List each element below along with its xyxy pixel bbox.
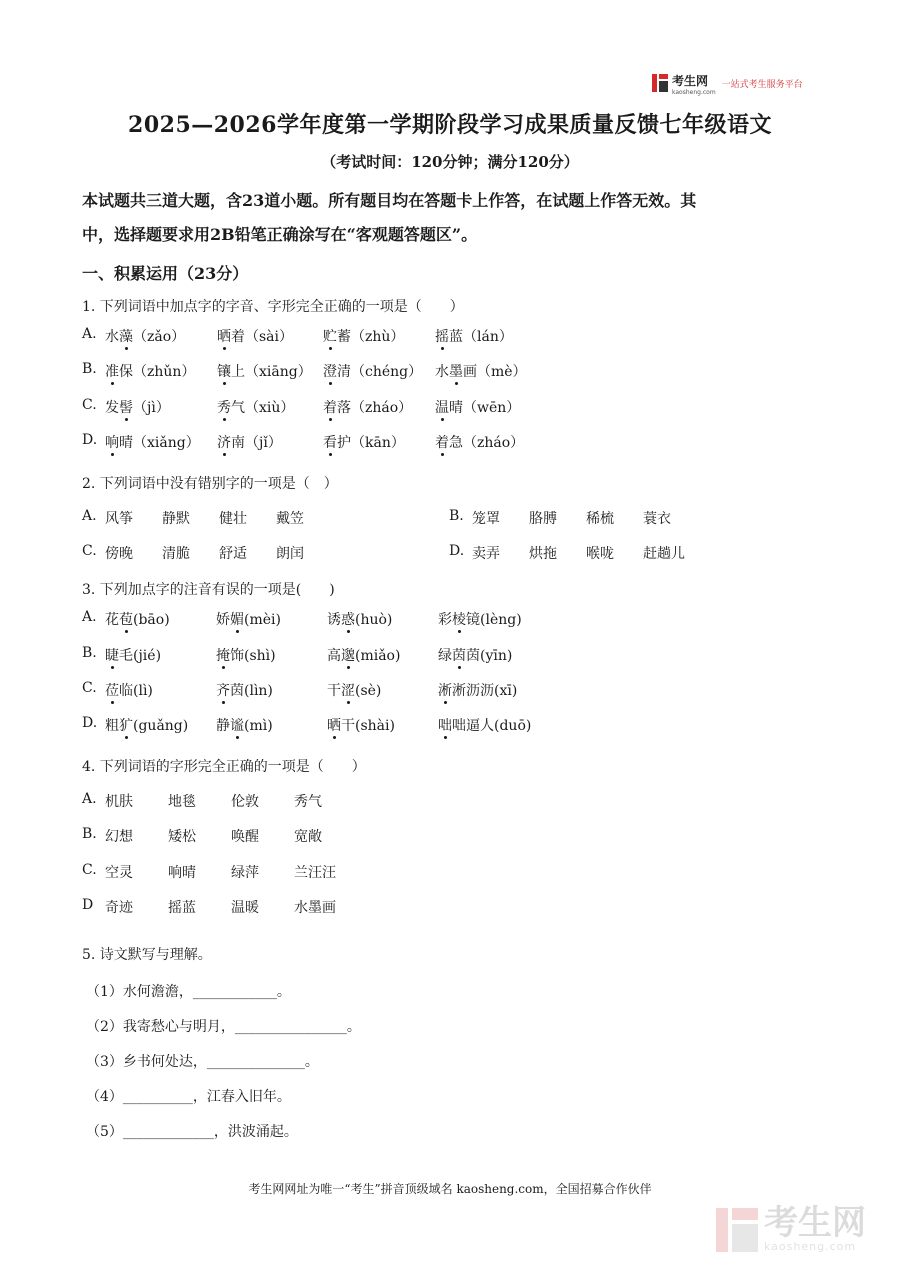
q4-option-2-word-1: 响晴 — [168, 865, 196, 881]
page-subtitle: （考试时间：120分钟；满分120分） — [321, 153, 579, 171]
q1-option-2-item-2: 着落（zháo） — [323, 400, 413, 416]
q2-option-2-label: C. — [82, 543, 97, 559]
emphasis-char: 响 — [105, 435, 119, 451]
q2-option-3-word-0: 卖弄 — [472, 546, 500, 562]
q1-option-1-item-2: 澄清（chéng） — [323, 364, 423, 380]
q4-option-1-word-1: 矮松 — [168, 829, 196, 845]
q3-option-1-item-0: 睫毛(jié) — [105, 648, 162, 664]
q3-option-2-label: C. — [82, 680, 97, 696]
question-2-stem: 2. 下列词语中没有错别字的一项是（ ） — [82, 476, 338, 492]
q3-option-2-item-3: 淅淅沥沥(xī) — [438, 683, 518, 699]
q2-option-2-word-0: 傍晚 — [105, 546, 133, 562]
emphasis-char: 藻 — [119, 329, 133, 345]
emphasis-char: 澄 — [323, 364, 337, 380]
page-title: 2025—2026学年度第一学期阶段学习成果质量反馈七年级语文 — [128, 112, 772, 138]
q4-option-0-word-3: 秀气 — [294, 794, 322, 810]
q4-option-2-label: C. — [82, 862, 97, 878]
q3-option-2-item-2: 干涩(sè) — [327, 683, 382, 699]
emphasis-char: 棱 — [452, 612, 466, 628]
q5-line-3: （3）乡书何处达，______________。 — [86, 1054, 319, 1070]
q2-option-1-word-1: 胳膊 — [529, 511, 557, 527]
q1-option-0-item-0: 水藻（zǎo） — [105, 329, 186, 345]
q3-option-0-item-3: 彩棱镜(lèng) — [438, 612, 522, 628]
q4-option-1-label: B. — [82, 826, 97, 842]
q3-option-3-item-2: 晒干(shài) — [327, 718, 395, 734]
q2-option-2-word-3: 朗闰 — [276, 546, 304, 562]
emphasis-char: 髻 — [119, 400, 133, 416]
emphasis-char: 齐 — [216, 683, 230, 699]
q2-option-1-word-3: 蓑衣 — [643, 511, 671, 527]
emphasis-char: 秀 — [217, 400, 231, 416]
q1-option-2-item-0: 发髻（jì） — [105, 400, 170, 416]
q3-option-1-item-3: 绿茵茵(yīn) — [438, 648, 513, 664]
question-3-stem: 3. 下列加点字的注音有误的一项是( ) — [82, 582, 335, 598]
q2-option-1-word-0: 笼罩 — [472, 511, 500, 527]
q3-option-1-item-1: 掩饰(shì) — [216, 648, 276, 664]
emphasis-char: 莅 — [105, 683, 119, 699]
q2-option-0-word-0: 风筝 — [105, 511, 133, 527]
q4-option-2-word-0: 空灵 — [105, 865, 133, 881]
logo-name: 考生网 — [672, 74, 709, 88]
watermark-logo-icon — [716, 1208, 758, 1252]
q1-option-0-item-3: 摇蓝（lán） — [435, 329, 513, 345]
section-heading: 一、积累运用（23分） — [82, 264, 249, 283]
q2-option-0-word-1: 静默 — [162, 511, 190, 527]
q4-option-1-word-3: 宽敞 — [294, 829, 322, 845]
watermark — [716, 1203, 866, 1253]
question-4-stem: 4. 下列词语的字形完全正确的一项是（ ） — [82, 759, 366, 775]
q4-option-3-word-3: 水墨画 — [294, 900, 336, 916]
q1-option-1-item-3: 水墨画（mè） — [435, 364, 527, 380]
q2-option-3-word-2: 喉咙 — [586, 546, 614, 562]
q5-line-4: （4）__________，江春入旧年。 — [86, 1089, 291, 1105]
q4-option-3-word-1: 摇蓝 — [168, 900, 196, 916]
q4-option-3-word-2: 温暖 — [231, 900, 259, 916]
emphasis-char: 惑 — [341, 612, 355, 628]
emphasis-char: 谧 — [230, 718, 244, 734]
q5-line-5: （5）_____________，洪波涌起。 — [86, 1124, 298, 1140]
q1-option-3-item-0: 响晴（xiǎng） — [105, 435, 200, 451]
q4-option-2-word-3: 兰汪汪 — [294, 865, 336, 881]
q1-option-3-item-2: 看护（kān） — [323, 435, 405, 451]
q2-option-3-label: D. — [449, 543, 465, 559]
emphasis-char: 淅 — [438, 683, 452, 699]
q2-option-3-word-3: 赶趟儿 — [643, 546, 685, 562]
q3-option-1-item-2: 高邈(miǎo) — [327, 648, 401, 664]
emphasis-char: 看 — [323, 435, 337, 451]
q1-option-1-item-1: 镶上（xiāng） — [217, 364, 312, 380]
watermark-text: 考生网 — [764, 1203, 866, 1243]
q3-option-2-item-1: 齐茵(lìn) — [216, 683, 273, 699]
q4-option-3-word-0: 奇迹 — [105, 900, 133, 916]
q2-option-0-word-2: 健壮 — [219, 511, 247, 527]
q4-option-2-word-2: 绿萍 — [231, 865, 259, 881]
q1-option-0-item-2: 贮蓄（zhù） — [323, 329, 405, 345]
q2-option-1-label: B. — [449, 508, 464, 524]
emphasis-char: 媚 — [230, 612, 244, 628]
emphasis-char: 茵 — [452, 648, 466, 664]
question-5-stem: 5. 诗文默写与理解。 — [82, 947, 212, 963]
q5-line-1: （1）水何澹澹，____________。 — [86, 984, 291, 1000]
q4-option-0-word-2: 伦敦 — [231, 794, 259, 810]
q1-option-3-label: D. — [82, 432, 98, 448]
q3-option-2-item-0: 莅临(lì) — [105, 683, 153, 699]
q3-option-0-label: A. — [82, 609, 97, 625]
q3-option-3-item-3: 咄咄逼人(duō) — [438, 718, 532, 734]
logo-domain: kaosheng.com — [672, 89, 716, 96]
emphasis-char: 晒 — [217, 329, 231, 345]
footer-note: 考生网网址为唯一“考生”拼音顶级域名 kaosheng.com，全国招募合作伙伴 — [248, 1182, 652, 1196]
emphasis-char: 墨 — [449, 364, 463, 380]
q2-option-0-label: A. — [82, 508, 97, 524]
logo-slogan: 一站式考生服务平台 — [721, 79, 803, 90]
q2-option-2-word-1: 清脆 — [162, 546, 190, 562]
q3-option-3-item-0: 粗犷(guǎng) — [105, 718, 189, 734]
q4-option-1-word-0: 幻想 — [105, 829, 133, 845]
q2-option-1-word-2: 稀梳 — [586, 511, 614, 527]
brand-logo — [652, 72, 803, 94]
emphasis-char: 摇 — [435, 329, 449, 345]
emphasis-char: 邈 — [341, 648, 355, 664]
q2-option-2-word-2: 舒适 — [219, 546, 247, 562]
emphasis-char: 济 — [217, 435, 231, 451]
q1-option-3-item-1: 济南（jǐ） — [217, 435, 282, 451]
q1-option-1-item-0: 准保（zhǔn） — [105, 364, 196, 380]
emphasis-char: 犷 — [119, 718, 133, 734]
q4-option-0-word-0: 机肤 — [105, 794, 133, 810]
watermark-domain: kaosheng.com — [764, 1240, 857, 1253]
q1-option-0-item-1: 晒着（sài） — [217, 329, 294, 345]
emphasis-char: 咄 — [438, 718, 452, 734]
question-1-stem: 1. 下列词语中加点字的字音、字形完全正确的一项是（ ） — [82, 299, 464, 315]
q1-option-3-item-3: 着急（zháo） — [435, 435, 525, 451]
emphasis-char: 着 — [435, 435, 449, 451]
emphasis-char: 苞 — [119, 612, 133, 628]
q5-line-2: （2）我寄愁心与明月，________________。 — [86, 1019, 361, 1035]
q4-option-1-word-2: 唤醒 — [231, 829, 259, 845]
emphasis-char: 贮 — [323, 329, 337, 345]
emphasis-char: 温 — [435, 400, 449, 416]
emphasis-char: 掩 — [216, 648, 230, 664]
emphasis-char: 准 — [105, 364, 119, 380]
q4-option-3-label: D — [82, 897, 94, 913]
q3-option-0-item-0: 花苞(bāo) — [105, 612, 170, 628]
q1-option-1-label: B. — [82, 361, 97, 377]
q3-option-0-item-2: 诱惑(huò) — [327, 612, 393, 628]
q2-option-0-word-3: 戴笠 — [276, 511, 304, 527]
q3-option-0-item-1: 娇媚(mèi) — [216, 612, 281, 628]
q1-option-2-item-3: 温晴（wēn） — [435, 400, 521, 416]
intro-line-2: 中，选择题要求用2B铅笔正确涂写在“客观题答题区”。 — [82, 225, 478, 244]
emphasis-char: 着 — [323, 400, 337, 416]
emphasis-char: 睫 — [105, 648, 119, 664]
emphasis-char: 镶 — [217, 364, 231, 380]
q3-option-1-label: B. — [82, 645, 97, 661]
logo-icon — [652, 74, 668, 92]
q3-option-3-label: D. — [82, 715, 98, 731]
q4-option-0-label: A. — [82, 791, 97, 807]
q1-option-0-label: A. — [82, 326, 97, 342]
q3-option-3-item-1: 静谧(mì) — [216, 718, 273, 734]
emphasis-char: 晒 — [327, 718, 341, 734]
emphasis-char: 涩 — [341, 683, 355, 699]
q2-option-3-word-1: 烘拖 — [529, 546, 557, 562]
intro-line-1: 本试题共三道大题，含23道小题。所有题目均在答题卡上作答，在试题上作答无效。其 — [82, 191, 697, 210]
q4-option-0-word-1: 地毯 — [168, 794, 196, 810]
q1-option-2-label: C. — [82, 397, 97, 413]
q1-option-2-item-1: 秀气（xiù） — [217, 400, 295, 416]
